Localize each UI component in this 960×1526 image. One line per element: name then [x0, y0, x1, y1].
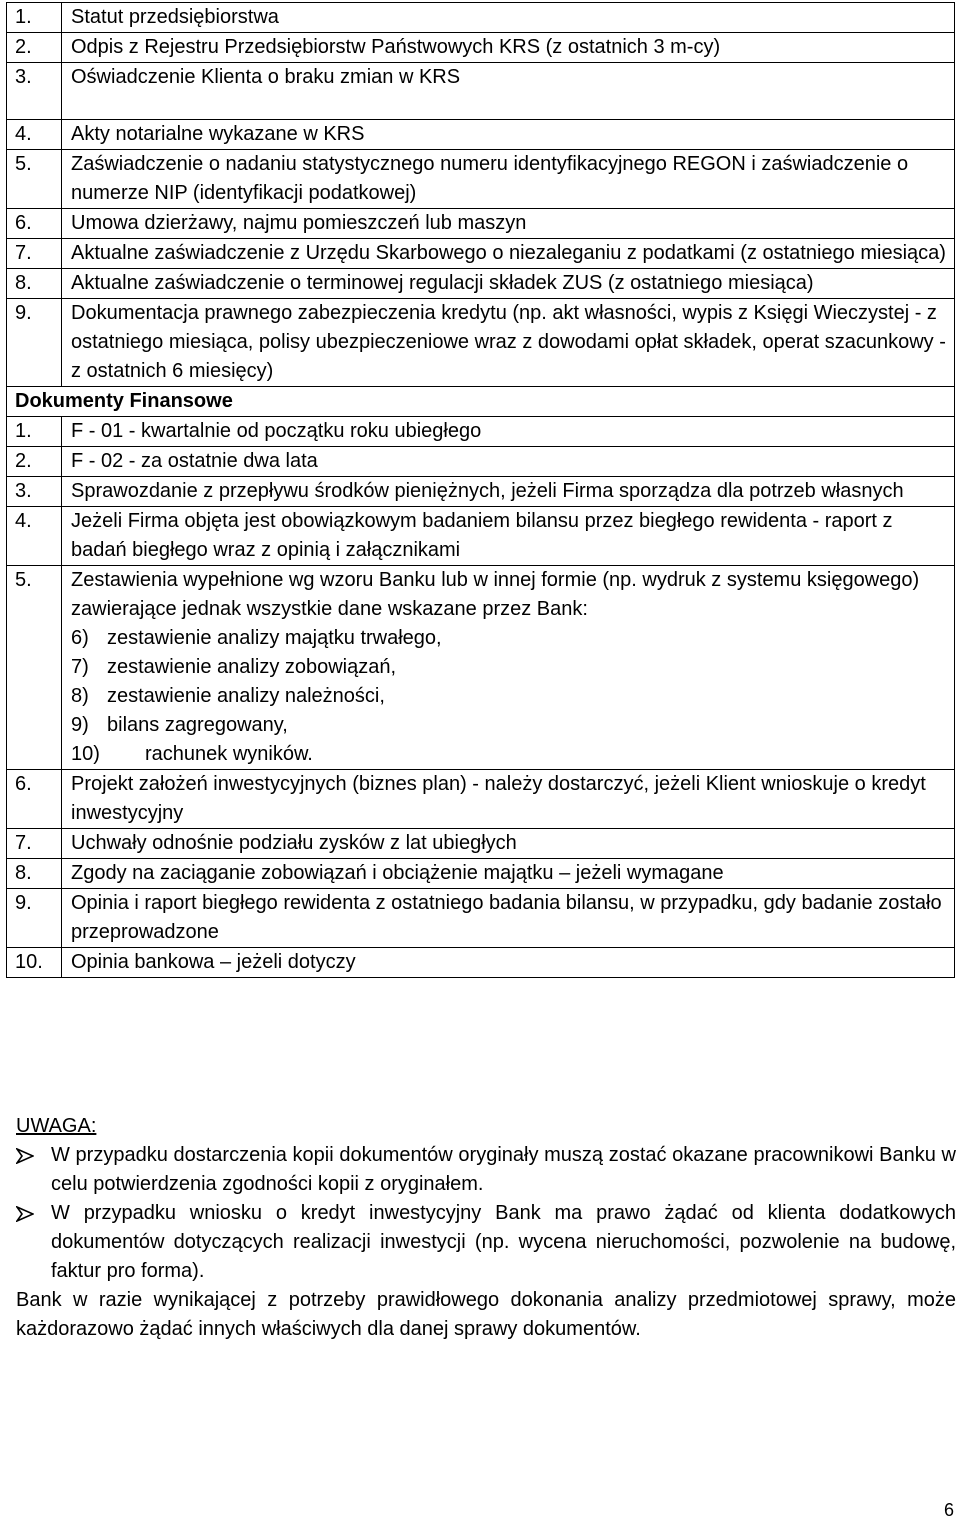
- row-number: 1.: [7, 417, 62, 447]
- row-number: 6.: [7, 770, 62, 829]
- table-row: [7, 269, 955, 299]
- row-number: 4.: [7, 507, 62, 566]
- sublist-number: 10): [71, 743, 100, 765]
- table-row: [7, 3, 955, 33]
- row-text: Jeżeli Firma objęta jest obowiązkowym badaniem bilansu przez biegłego rewidenta - raport z badań biegłego wraz z opinią i załącznikami: [62, 507, 955, 566]
- table-row: [7, 447, 955, 477]
- note-text: W przypadku wniosku o kredyt inwestycyjny Bank ma prawo żądać od klienta dodatkowych dokumentów dotyczących realizacji inwestycji (np. wycena nieruchomości, pozwolenie na budowę, faktur pro forma).: [51, 1202, 956, 1282]
- sublist-text: zestawienie analizy zobowiązań,: [107, 656, 397, 678]
- table-row: [7, 829, 955, 859]
- row-number: 5.: [7, 566, 62, 770]
- section-heading: Dokumenty Finansowe: [7, 387, 955, 417]
- row-cell: [62, 566, 955, 770]
- notes-title: UWAGA:: [16, 1115, 97, 1137]
- sublist-number: 6): [71, 627, 89, 649]
- table-row: [7, 477, 955, 507]
- row-text: Statut przedsiębiorstwa: [62, 3, 955, 33]
- sublist-text: zestawienie analizy majątku trwałego,: [107, 627, 442, 649]
- notes-section: [16, 1112, 956, 1344]
- note-text: W przypadku dostarczenia kopii dokumentów oryginały muszą zostać okazane pracownikowi Banku w celu potwierdzenia zgodności kopii z oryginałem.: [51, 1144, 956, 1195]
- table-row: [7, 566, 955, 770]
- row-text: Uchwały odnośnie podziału zysków z lat ubiegłych: [62, 829, 955, 859]
- row-number: 8.: [7, 859, 62, 889]
- row-text: Sprawozdanie z przepływu środków pieniężnych, jeżeli Firma sporządza dla potrzeb własnych: [62, 477, 955, 507]
- row-number: 3.: [7, 477, 62, 507]
- row-text: Zestawienia wypełnione wg wzoru Banku lub w innej formie (np. wydruk z systemu księgowego) zawierające jednak wszystkie dane wskazane przez Bank:: [71, 569, 920, 620]
- row-number: 6.: [7, 209, 62, 239]
- table-row: [7, 239, 955, 269]
- row-number: 9.: [7, 889, 62, 948]
- table-row: [7, 299, 955, 387]
- sublist-text: zestawienie analizy należności,: [107, 685, 385, 707]
- row-text: Umowa dzierżawy, najmu pomieszczeń lub maszyn: [62, 209, 955, 239]
- row-text: Projekt założeń inwestycyjnych (biznes plan) - należy dostarczyć, jeżeli Klient wnioskuje o kredyt inwestycyjny: [62, 770, 955, 829]
- table-row: [7, 63, 955, 120]
- row-number: 4.: [7, 120, 62, 150]
- row-text: F - 02 - za ostatnie dwa lata: [62, 447, 955, 477]
- page-number: 6: [943, 1500, 954, 1520]
- row-text: Odpis z Rejestru Przedsiębiorstw Państwowych KRS (z ostatnich 3 m-cy): [62, 33, 955, 63]
- row-number: 7.: [7, 239, 62, 269]
- sublist-number: 7): [71, 656, 89, 678]
- sublist-item: [71, 711, 948, 740]
- arrow-bullet-icon: [16, 1148, 34, 1164]
- row-number: 2.: [7, 447, 62, 477]
- table-row: [7, 859, 955, 889]
- row-number: 8.: [7, 269, 62, 299]
- row-number: 2.: [7, 33, 62, 63]
- arrow-bullet-icon: [16, 1206, 34, 1222]
- row-number: 10.: [7, 948, 62, 978]
- closing-paragraph: Bank w razie wynikającej z potrzeby prawidłowego dokonania analizy przedmiotowej sprawy, może każdorazowo żądać innych właściwych dla danej sprawy dokumentów.: [16, 1289, 956, 1340]
- sublist-item: [71, 740, 948, 769]
- sublist-number: 9): [71, 714, 89, 736]
- table-row: [7, 150, 955, 209]
- row-text: Opinia i raport biegłego rewidenta z ostatniego badania bilansu, w przypadku, gdy badanie zostało przeprowadzone: [62, 889, 955, 948]
- row-text: Akty notarialne wykazane w KRS: [62, 120, 955, 150]
- note-bullet: [16, 1141, 956, 1199]
- table-row: [7, 417, 955, 447]
- row-number: 9.: [7, 299, 62, 387]
- table-row: [7, 120, 955, 150]
- row-text: Opinia bankowa – jeżeli dotyczy: [62, 948, 955, 978]
- row-number: 7.: [7, 829, 62, 859]
- row-number: 5.: [7, 150, 62, 209]
- table-row: [7, 209, 955, 239]
- row-text: Zgody na zaciąganie zobowiązań i obciążenie majątku – jeżeli wymagane: [62, 859, 955, 889]
- sublist-item: [71, 624, 948, 653]
- table-row: [7, 387, 955, 417]
- row-text: Zaświadczenie o nadaniu statystycznego numeru identyfikacyjnego REGON i zaświadczenie o numerze NIP (identyfikacji podatkowej): [62, 150, 955, 209]
- row-text: Dokumentacja prawnego zabezpieczenia kredytu (np. akt własności, wypis z Księgi Wieczystej - z ostatniego miesiąca, polisy ubezpieczeniowe wraz z dowodami opłat składek, operat szacunkowy - z ostatnich 6 miesięcy): [62, 299, 955, 387]
- row-number: 1.: [7, 3, 62, 33]
- table-row: [7, 33, 955, 63]
- sublist-number: 8): [71, 685, 89, 707]
- document-table: [6, 2, 955, 978]
- sublist-text: rachunek wyników.: [145, 743, 313, 765]
- sublist-item: [71, 653, 948, 682]
- row-text: F - 01 - kwartalnie od początku roku ubiegłego: [62, 417, 955, 447]
- table-row: [7, 889, 955, 948]
- row-text: Aktualne zaświadczenie o terminowej regulacji składek ZUS (z ostatniego miesiąca): [62, 269, 955, 299]
- table-row: [7, 770, 955, 829]
- note-bullet: [16, 1199, 956, 1286]
- sublist-text: bilans zagregowany,: [107, 714, 288, 736]
- table-row: [7, 507, 955, 566]
- row-text: Aktualne zaświadczenie z Urzędu Skarbowego o niezaleganiu z podatkami (z ostatniego miesiąca): [62, 239, 955, 269]
- sublist-item: [71, 682, 948, 711]
- row-number: 3.: [7, 63, 62, 120]
- table-row: [7, 948, 955, 978]
- row-text: Oświadczenie Klienta o braku zmian w KRS: [62, 63, 955, 120]
